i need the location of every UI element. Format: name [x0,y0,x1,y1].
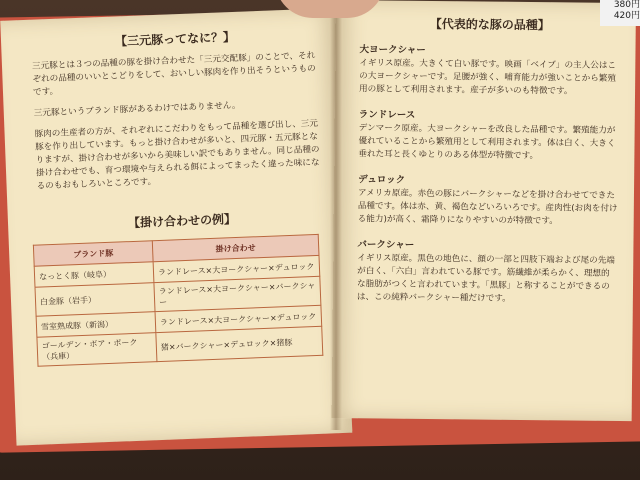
brand-cell: ゴールデン・ボア・ポーク（兵庫） [37,333,157,367]
right-page-heading: 【代表的な豚の品種】 [429,16,550,33]
brand-cell: なっとく豚（岐阜） [34,262,154,288]
table-heading: 【掛け合わせの例】 [127,211,237,231]
left-page-heading: 【三元豚ってなに？】 [114,29,236,49]
brand-note-paragraph: 三元豚というブランド豚があるわけではありません。 [33,100,241,119]
breed-description: デンマーク原産。大ヨークシャーを改良した品種です。繁殖能力が優れていることから繁殖用として利用されます。体は白く、大きく垂れた耳と長くゆとりのある体型が特徴です。 [358,123,616,162]
column-header-brand: ブランド豚 [33,241,153,267]
price-tag [600,0,640,26]
breed-description: アメリカ原産。赤色の豚にバークシャーなどを掛け合わせてできた品種です。体は赤、黄、褐色などいろいろです。産肉性(お肉を付ける能力)が高く、霜降りになりやすいのが特徴です。 [357,188,618,227]
breed-name: バークシャー [357,239,415,251]
left-page [0,8,352,446]
producer-paragraph: 豚肉の生産者の方が、それぞれにこだわりをもって品種を選び出し、三元豚を作り出しています。もっと掛け合わせが多いと、四元豚・五元豚となりますが、掛け合わせが多いから美味しい訳でもありません。同じ品種の掛け合わせでも、育つ環境や与えられる餌によってまったく違った味になるのもおもしろいところです。 [34,118,320,192]
crossbreed-table [33,234,323,367]
price-line: 420円 [613,11,640,21]
cross-cell: ランドレース×大ヨークシャー×バークシャー [154,276,321,311]
price-line: 380円 [613,0,640,10]
cross-cell: ランドレース×大ヨークシャー×デュロック [155,305,322,332]
breed-name: デュロック [358,174,406,186]
cross-cell: ランドレース×大ヨークシャー×デュロック [153,255,320,282]
breed-name: ランドレース [358,109,416,121]
book-gutter [330,0,342,430]
brand-cell: 雪室熟成豚（新潟） [36,312,156,338]
intro-paragraph: 三元豚とは３つの品種の豚を掛け合わせた「三元交配豚」のことで、それぞれの品種のいいとこどりをして、おいしい豚肉を作り出そうというものです。 [31,50,316,98]
breed-name: 大ヨークシャー [359,44,426,56]
column-header-cross: 掛け合わせ [152,234,319,261]
breed-description: イギリス原産。黒色の地色に、顔の一部と四肢下端および尾の先端が白く、「六白」言われている豚です。筋繊維が柔らかく、理想的な脂肪がつくと言われています。「黒豚」と称することができるのは、この純粋バークシャー種だけです。 [356,253,615,304]
cross-cell: 猪×バークシャー×デュロック×猪豚 [156,326,323,361]
breed-description: イギリス原産。大きくて白い豚です。映画「ベイブ」の主人公はこの大ヨークシャーです。足腰が強く、哺育能力が強いことから繁殖用の豚として利用されます。産子が多いのも特徴です。 [359,58,617,97]
right-page [332,0,636,421]
brand-cell: 白金豚（岩手） [35,283,155,317]
